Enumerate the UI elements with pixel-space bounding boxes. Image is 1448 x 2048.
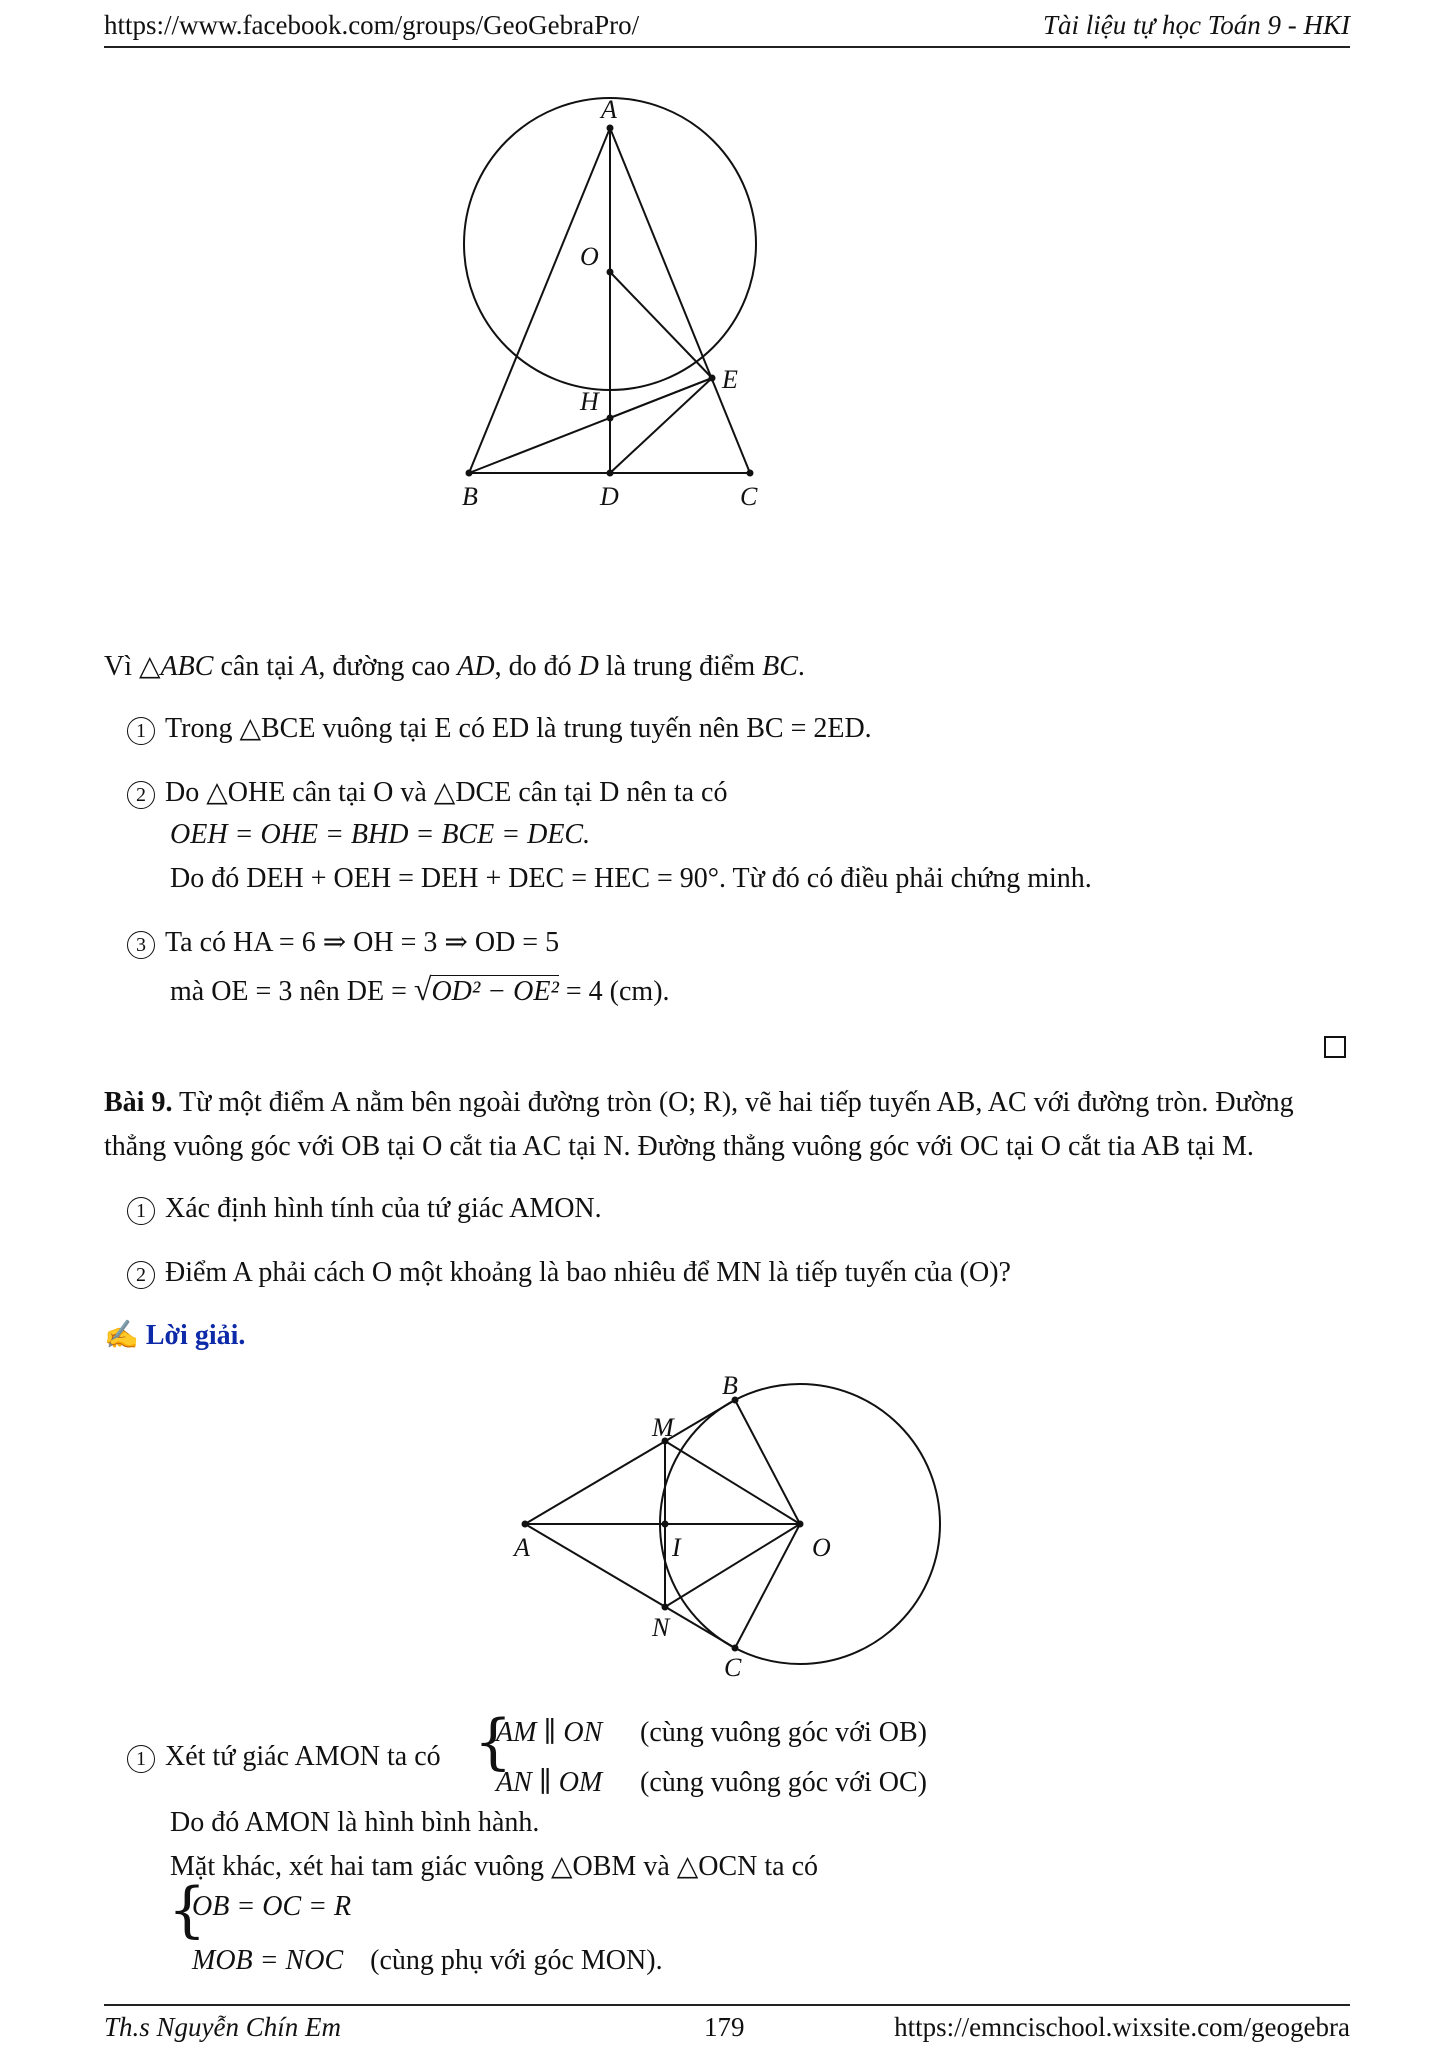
brace-system1: { — [474, 1707, 513, 1777]
header-left-link[interactable]: https://www.facebook.com/groups/GeoGebraPro/ — [104, 10, 640, 40]
label-m2: M — [652, 1413, 674, 1442]
tangent-ac — [525, 1524, 735, 1648]
label-h: H — [580, 387, 599, 416]
solution-label: ✍ Lời giải. — [104, 1320, 246, 1351]
side-ac — [610, 128, 750, 473]
bai9-line2: thẳng vuông góc với OB tại O cắt tia AC tại N. Đường thẳng vuông góc với OC tại O cắt tia AB tại M. — [104, 1131, 1254, 1162]
segment-no — [665, 1524, 800, 1607]
segment-oe — [610, 272, 712, 378]
item-number: 1 — [127, 717, 155, 745]
label-c: C — [740, 482, 758, 511]
sol8-part2-line3: Do đó DEH + OEH = DEH + DEC = HEC = 90°. Từ đó có điều phải chứng minh. — [170, 863, 1092, 894]
footer-author: Th.s Nguyễn Chín Em — [104, 2012, 342, 2042]
label-d: D — [600, 482, 619, 511]
qed-square — [1324, 1036, 1346, 1058]
item-number: 2 — [127, 781, 155, 809]
segment-he — [610, 378, 712, 418]
sol8-part3-line2: mà OE = 3 nên DE = √OD² − OE² = 4 (cm). — [170, 971, 670, 1007]
label-a2: A — [514, 1533, 530, 1562]
segment-co — [735, 1524, 800, 1648]
tangent-ab — [525, 1400, 735, 1524]
bai9-question1: 1 Xác định hình tính của tứ giác AMON. — [127, 1192, 602, 1226]
label-o: O — [580, 242, 599, 271]
label-e: E — [722, 365, 738, 394]
label-c2: C — [724, 1653, 742, 1682]
brace-system2: { — [168, 1875, 207, 1945]
bai9-line1: Bài 9. Từ một điểm A nằm bên ngoài đường tròn (O; R), vẽ hai tiếp tuyến AB, AC với đường tròn. Đường — [104, 1087, 1294, 1118]
header-rule — [104, 46, 1350, 48]
figure-triangle-circle — [440, 90, 780, 520]
header-title: Tài liệu tự học Toán 9 - HKI — [1043, 10, 1350, 40]
side-ab — [469, 128, 610, 473]
sol9-line1: 1 Xét tứ giác AMON ta có — [127, 1740, 441, 1774]
label-n2: N — [652, 1613, 670, 1642]
label-b: B — [462, 482, 478, 511]
sol9-line2: Do đó AMON là hình bình hành. — [170, 1807, 540, 1838]
bai9-question2: 2 Điểm A phải cách O một khoảng là bao nhiêu để MN là tiếp tuyến của (O)? — [127, 1256, 1011, 1290]
label-a: A — [601, 95, 617, 124]
footer-link[interactable]: https://emncischool.wixsite.com/geogebra — [894, 2012, 1350, 2042]
item-number: 1 — [127, 1197, 155, 1225]
bai9-title: Bài 9. — [104, 1087, 173, 1118]
sol8-part3-line1: 3 Ta có HA = 6 ⇒ OH = 3 ⇒ OD = 5 — [127, 926, 559, 960]
sol9-cond2: AN ∥ OM — [496, 1767, 603, 1798]
sol9-cond1: AM ∥ ON — [496, 1717, 603, 1748]
label-o2: O — [812, 1533, 831, 1562]
figure-tangents — [500, 1370, 960, 1690]
sol9-eq2: MOB = NOC (cùng phụ với góc MON). — [192, 1945, 663, 1976]
sol9-eq1: OB = OC = R — [192, 1891, 352, 1922]
label-b2: B — [722, 1371, 738, 1400]
label-i2: I — [672, 1533, 681, 1562]
sol9-line3: Mặt khác, xét hai tam giác vuông △OBM và △OCN ta có — [170, 1851, 819, 1882]
page-number: 179 — [704, 2012, 745, 2042]
sol8-intro: Vì △ABC cân tại A, đường cao AD, do đó D là trung điểm BC. — [104, 651, 805, 682]
segment-bo — [735, 1400, 800, 1524]
segment-mo — [665, 1441, 800, 1524]
item-number: 1 — [127, 1745, 155, 1773]
sol9-reason1: (cùng vuông góc với OB) — [640, 1717, 927, 1748]
sol8-part1: 1 Trong △BCE vuông tại E có ED là trung tuyến nên BC = 2ED. — [127, 712, 872, 746]
sol8-part2-line2: OEH = OHE = BHD = BCE = DEC. — [170, 819, 591, 850]
item-number: 2 — [127, 1261, 155, 1289]
footer-rule — [104, 2004, 1350, 2006]
segment-de — [610, 378, 712, 473]
sol8-part2-line1: 2 Do △OHE cân tại O và △DCE cân tại D nên ta có — [127, 776, 727, 810]
item-number: 3 — [127, 931, 155, 959]
sol9-reason2: (cùng vuông góc với OC) — [640, 1767, 927, 1798]
